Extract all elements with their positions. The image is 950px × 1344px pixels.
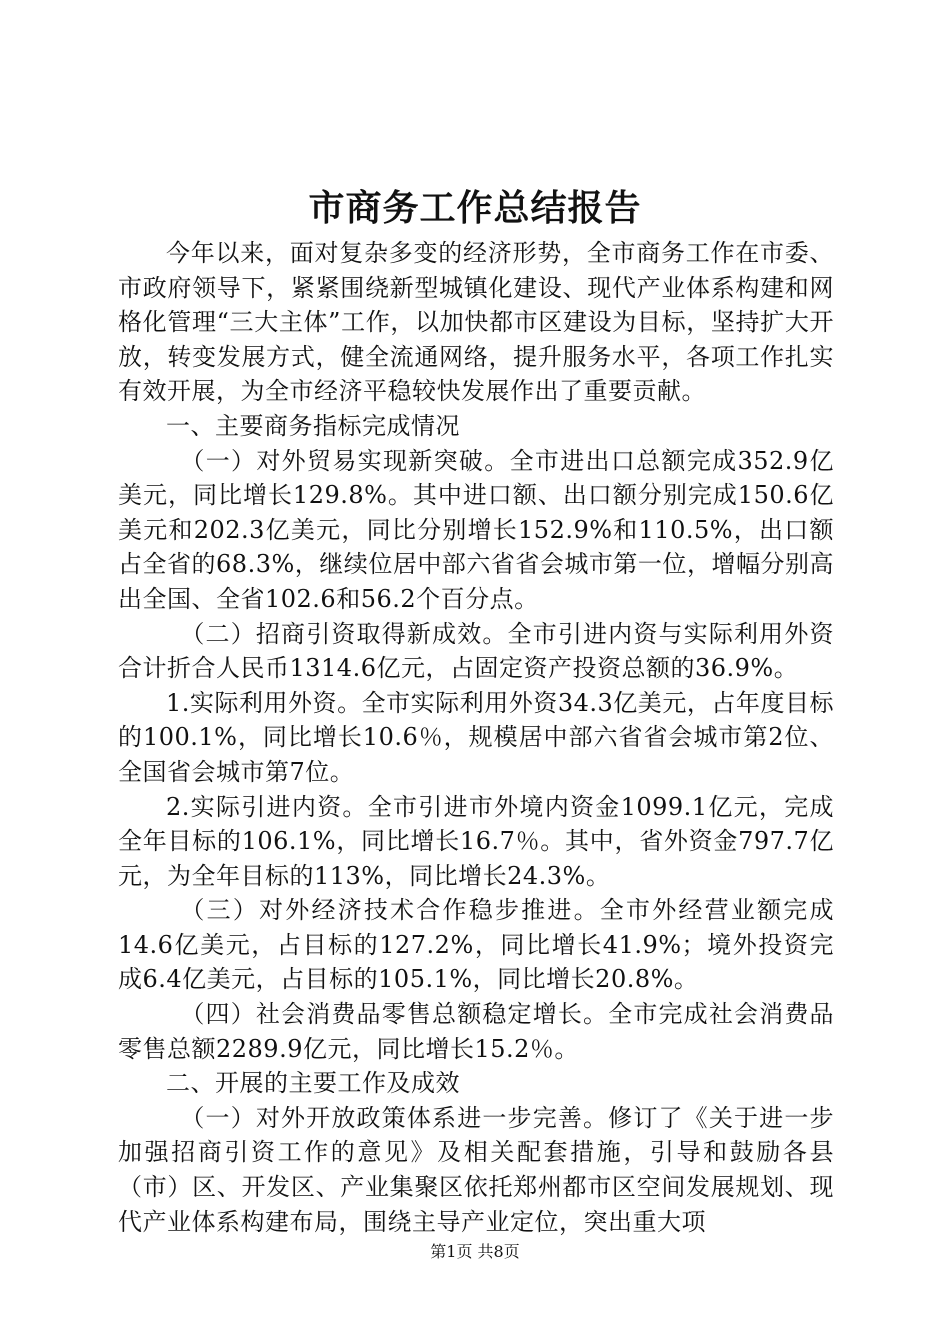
paragraph-economic-cooperation: （三）对外经济技术合作稳步推进。全市外经营业额完成14.6亿美元，占目标的127.2%，同比增长41.9%；境外投资完成6.4亿美元，占目标的105.1%，同比增长20.8%。 [118,896,834,994]
section-heading-2: 二、开展的主要工作及成效 [166,1069,460,1098]
paragraph-foreign-trade: （一）对外贸易实现新突破。全市进出口总额完成352.9亿美元，同比增长129.8%。其中进口额、出口额分别完成150.6亿美元和202.3亿美元，同比分别增长152.9%和110.5%，出口额占全省的68.3%，继续位居中部六省省会城市第一位，增幅分别高出全国、全省102.6和56.2个百分点。 [118,446,834,613]
document-title: 市商务工作总结报告 [308,187,642,229]
intro-paragraph: 今年以来，面对复杂多变的经济形势，全市商务工作在市委、市政府领导下，紧紧围绕新型城镇化建设、现代产业体系构建和网格化管理“三大主体”工作，以加快都市区建设为目标，坚持扩大开放，转变发展方式，健全流通网络，提升服务水平，各项工作扎实有效开展，为全市经济平稳较快发展作出了重要贡献。 [118,239,834,406]
page-footer: 第1页 共8页 [430,1242,520,1261]
paragraph-open-policy: （一）对外开放政策体系进一步完善。修订了《关于进一步加强招商引资工作的意见》及相关配套措施，引导和鼓励各县（市）区、开发区、产业集聚区依托郑州都市区空间发展规划、现代产业体系构建布局，围绕主导产业定位，突出重大项 [118,1103,834,1236]
paragraph-investment: （二）招商引资取得新成效。全市引进内资与实际利用外资合计折合人民币1314.6亿元，占固定资产投资总额的36.9%。 [118,619,834,683]
paragraph-retail-sales: （四）社会消费品零售总额稳定增长。全市完成社会消费品零售总额2289.9亿元，同比增长15.2％。 [118,1000,834,1063]
document-body [118,236,834,1239]
section-heading-1: 一、主要商务指标完成情况 [166,411,460,440]
paragraph-foreign-capital: 1.实际利用外资。全市实际利用外资34.3亿美元，占年度目标的100.1%，同比增长10.6％，规模居中部六省省会城市第2位、全国省会城市第7位。 [118,688,834,786]
paragraph-domestic-capital: 2.实际引进内资。全市引进市外境内资金1099.1亿元，完成全年目标的106.1%，同比增长16.7％。其中，省外资金797.7亿元，为全年目标的113%，同比增长24.3%。 [118,792,834,890]
